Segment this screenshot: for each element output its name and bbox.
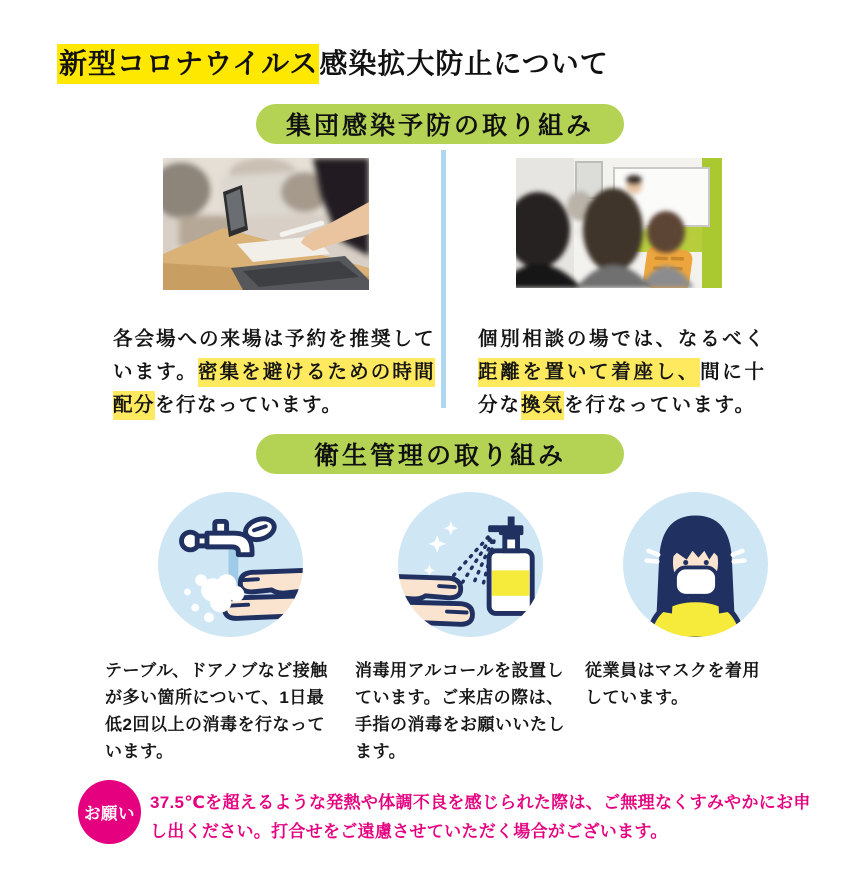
- prevention-left-highlight: 密集を避けるための時間配分: [113, 358, 435, 420]
- prevention-right-highlight-1: 距離を置いて着座し、: [478, 358, 700, 387]
- hygiene-text-mask: 従業員はマスクを着用しています。: [585, 661, 760, 707]
- sanitizer-icon: [398, 492, 543, 637]
- prevention-section-heading: 集団感染予防の取り組み: [256, 104, 624, 144]
- handwashing-icon: [158, 492, 303, 637]
- hygiene-text-disinfection: テーブル、ドアノブなど接触が多い箇所について、1日最低2回以上の消毒を行なっています。: [105, 661, 328, 761]
- prevention-right-seg5: を行なっています。: [564, 393, 756, 416]
- page-title: [57, 45, 609, 83]
- prevention-text-left: [113, 323, 435, 422]
- hygiene-text-alcohol: 消毒用アルコールを設置しています。ご来店の際は、手指の消毒をお願いいたします。: [355, 661, 565, 761]
- face-mask-icon: [623, 492, 768, 637]
- prevention-right-highlight-2: 換気: [521, 391, 564, 420]
- seminar-desk-photo: [163, 158, 369, 290]
- consultation-room-photo: [516, 158, 722, 288]
- prevention-right-seg1: 個別相談の場では、なるべく: [478, 327, 766, 350]
- hygiene-section-heading: 衛生管理の取り組み: [256, 434, 624, 474]
- page-title-plain: 感染拡大防止について: [319, 47, 609, 79]
- prevention-text-right: [478, 323, 766, 422]
- prevention-left-seg3: を行なっています。: [155, 393, 343, 416]
- section-divider: [441, 150, 446, 408]
- notice-badge: お願い: [78, 780, 141, 844]
- prevention-right-seg3: 間に十分な: [478, 360, 766, 416]
- notice: [78, 780, 814, 846]
- prevention-left-seg1: 各会場への来場は予約を推奨しています。: [113, 327, 435, 383]
- notice-text: 37.5℃を超えるような発熱や体調不良を感じられた際は、ご無理なくすみやかにお申し出ください。打合せをご遠慮させていただく場合がございます。: [150, 793, 811, 841]
- page-title-highlight: 新型コロナウイルス: [57, 44, 319, 84]
